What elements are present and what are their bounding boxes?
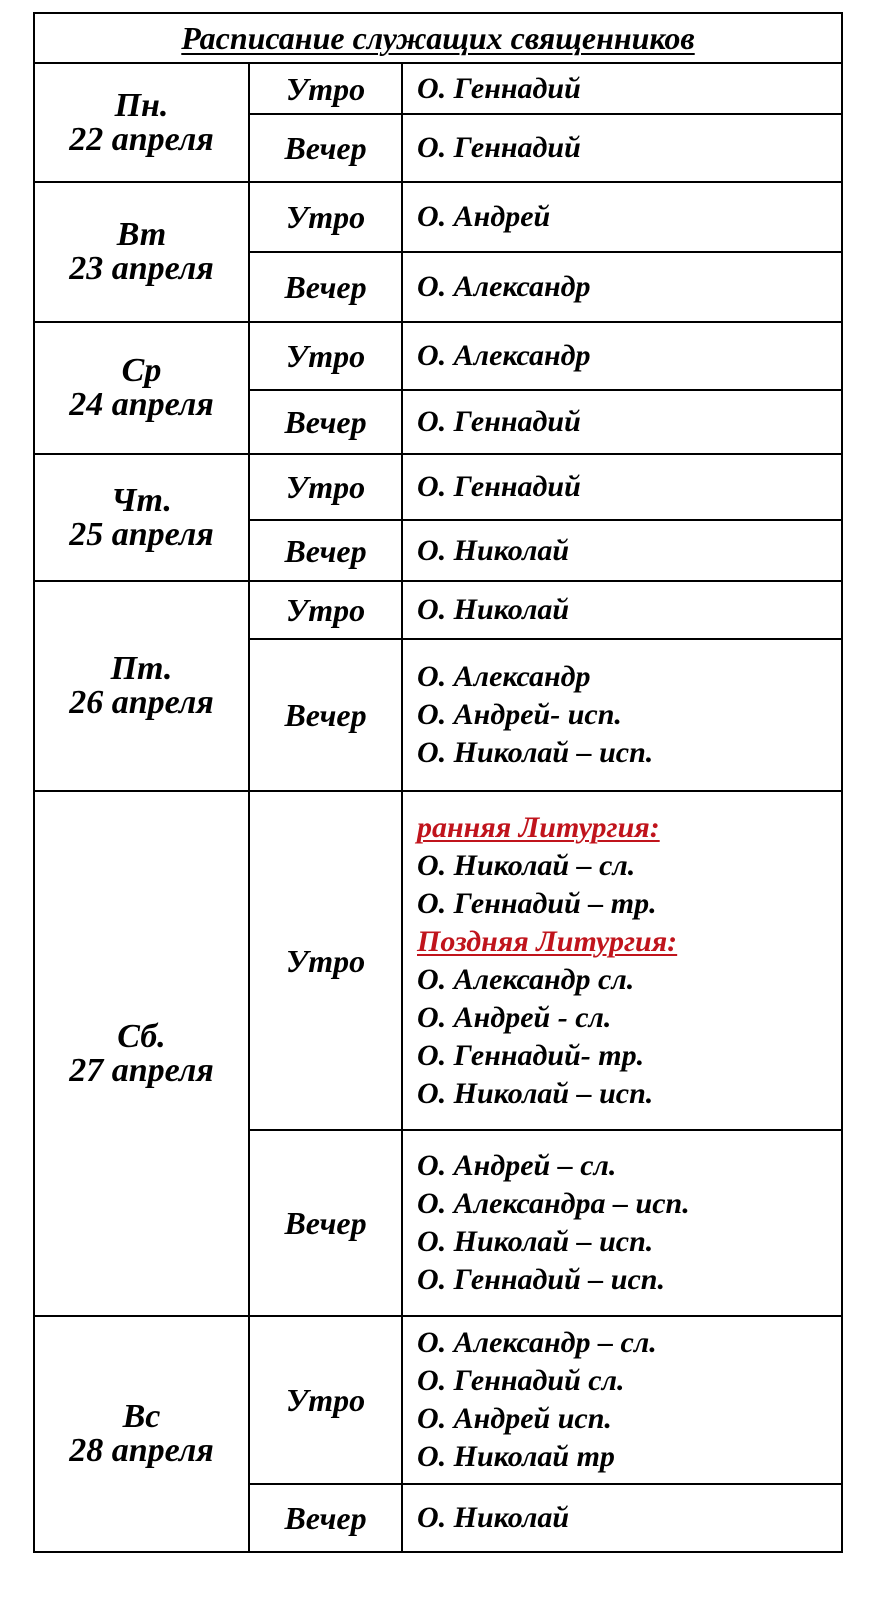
priest-name: О. Николай – исп.: [417, 1076, 654, 1110]
weekday-label: Сб.: [117, 1017, 166, 1055]
schedule-row: [34, 182, 842, 252]
day-cell: [34, 1316, 249, 1552]
weekday-label: Вт: [116, 216, 167, 253]
priest-name: О. Геннадий: [417, 470, 581, 503]
priests-cell: [402, 114, 842, 182]
priest-name: О. Геннадий – тр.: [417, 886, 657, 920]
priest-name: О. Андрей- исп.: [417, 698, 622, 731]
priest-name: О. Геннадий: [417, 71, 581, 105]
priests-cell: [402, 1484, 842, 1552]
evening-label: Вечер: [249, 639, 402, 791]
priests-cell: [402, 581, 842, 639]
weekday-label: Вс: [122, 1398, 161, 1435]
priest-name: О. Николай – исп.: [417, 1225, 654, 1258]
priest-name: О. Андрей исп.: [417, 1402, 612, 1435]
date-label: 26 апреля: [69, 684, 214, 721]
liturgy-heading: ранняя Литургия:: [417, 810, 660, 844]
schedule-row: [34, 581, 842, 639]
priest-name: О. Андрей: [417, 200, 551, 233]
weekday-label: Пт.: [110, 650, 173, 687]
day-cell: [34, 182, 249, 322]
priests-cell: [402, 791, 842, 1130]
day-cell: [34, 791, 249, 1316]
evening-label: Вечер: [249, 520, 402, 581]
schedule-row: [34, 63, 842, 114]
date-label: 27 апреля: [69, 1051, 214, 1089]
title-row: [34, 13, 842, 63]
morning-label: Утро: [249, 1316, 402, 1484]
evening-label: Вечер: [249, 390, 402, 454]
priests-cell: [402, 454, 842, 520]
morning-label: Утро: [249, 182, 402, 252]
morning-label: Утро: [249, 581, 402, 639]
day-cell: [34, 581, 249, 791]
priest-name: О. Андрей - сл.: [417, 1000, 612, 1034]
day-cell: [34, 63, 249, 182]
evening-label: Вечер: [249, 114, 402, 182]
evening-label: Вечер: [249, 252, 402, 322]
priest-name: О. Николай тр: [417, 1440, 615, 1473]
table-title-cell: [34, 13, 842, 63]
priest-name: О. Александр: [417, 339, 591, 372]
priest-name: О. Александр: [417, 660, 591, 693]
priests-cell: [402, 1130, 842, 1316]
morning-label: Утро: [249, 791, 402, 1130]
priest-name: О. Николай – исп.: [417, 736, 654, 769]
date-label: 23 апреля: [69, 250, 214, 287]
schedule-row: [34, 454, 842, 520]
priests-cell: [402, 1316, 842, 1484]
date-label: 28 апреля: [69, 1432, 214, 1469]
day-cell: [34, 322, 249, 454]
priest-schedule-table: [33, 12, 843, 1553]
priest-name: О. Геннадий: [417, 131, 581, 164]
priest-name: О. Андрей – сл.: [417, 1149, 617, 1182]
priests-cell: [402, 390, 842, 454]
day-cell: [34, 454, 249, 581]
date-label: 22 апреля: [69, 120, 214, 158]
priests-cell: [402, 252, 842, 322]
priest-name: О. Николай: [417, 533, 570, 567]
priests-cell: [402, 63, 842, 114]
evening-label: Вечер: [249, 1484, 402, 1552]
priests-cell: [402, 639, 842, 791]
weekday-label: Ср: [121, 352, 162, 389]
priest-name: О. Геннадий сл.: [417, 1364, 625, 1397]
priests-cell: [402, 520, 842, 581]
liturgy-heading: Поздняя Литургия:: [417, 924, 678, 958]
priest-name: О. Геннадий – исп.: [417, 1263, 665, 1296]
priest-name: О. Николай: [417, 593, 570, 626]
weekday-label: Чт.: [111, 481, 172, 519]
table-title: Расписание служащих священников: [181, 20, 695, 56]
schedule-row: [34, 322, 842, 390]
date-label: 25 апреля: [69, 515, 214, 553]
schedule-row: [34, 791, 842, 1130]
morning-label: Утро: [249, 63, 402, 114]
weekday-label: Пн.: [114, 86, 169, 124]
priest-name: О. Геннадий- тр.: [417, 1038, 645, 1072]
morning-label: Утро: [249, 322, 402, 390]
evening-label: Вечер: [249, 1130, 402, 1316]
morning-label: Утро: [249, 454, 402, 520]
priest-name: О. Николай – сл.: [417, 848, 636, 882]
priests-cell: [402, 322, 842, 390]
priest-name: О. Александр – сл.: [417, 1326, 657, 1359]
priest-name: О. Александр сл.: [417, 962, 635, 996]
priest-name: О. Николай: [417, 1501, 570, 1534]
schedule-row: [34, 1316, 842, 1484]
priest-name: О. Александр: [417, 270, 591, 303]
priest-name: О. Геннадий: [417, 405, 581, 438]
priests-cell: [402, 182, 842, 252]
priest-name: О. Александра – исп.: [417, 1187, 690, 1220]
date-label: 24 апреля: [69, 386, 214, 423]
